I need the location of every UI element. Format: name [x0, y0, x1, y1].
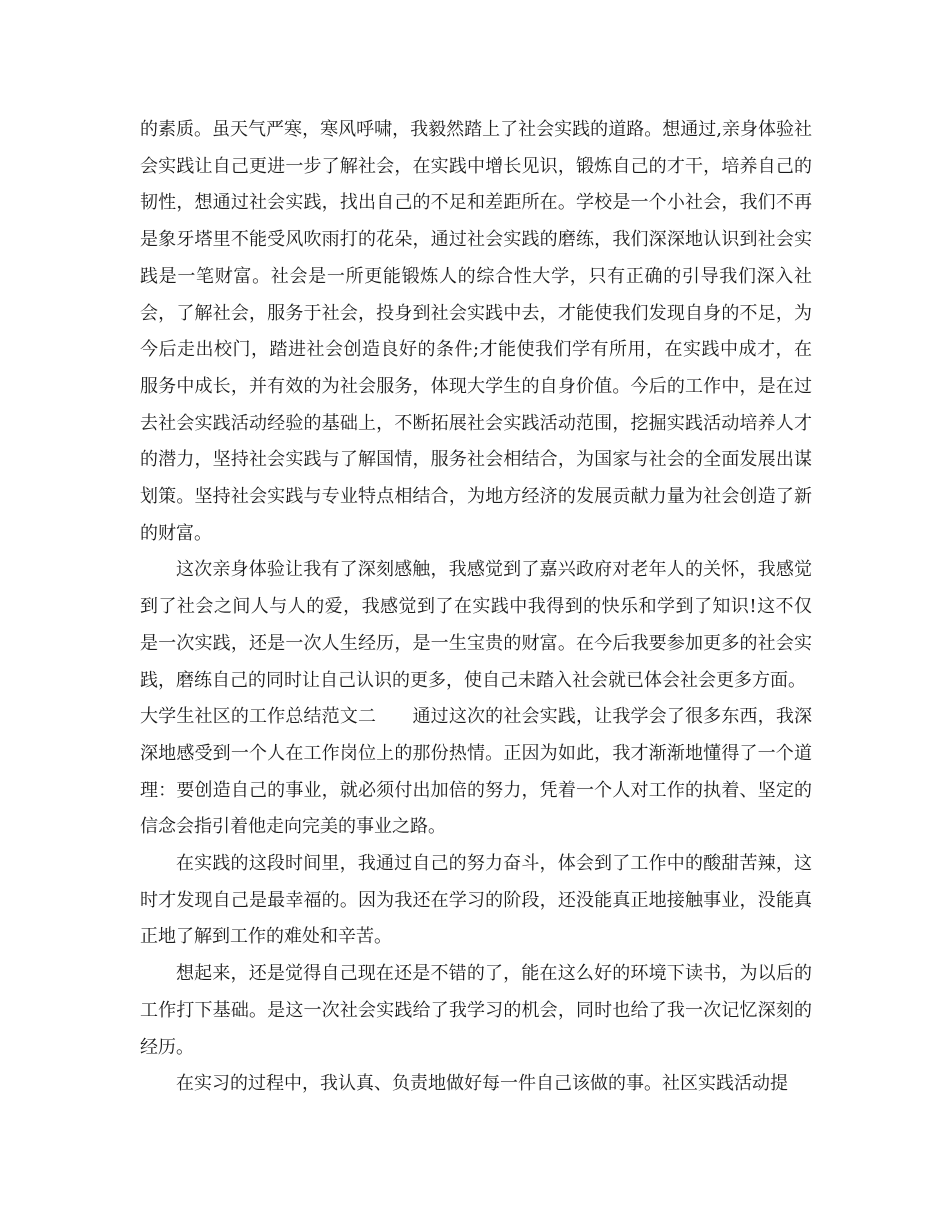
paragraph-1	[140, 112, 812, 552]
paragraph-text: 在实践的这段时间里，我通过自己的努力奋斗，体会到了工作中的酸甜苦辣，这时才发现自己是最幸福的。因为我还在学习的阶段，还没能真正地接触事业，没能真正地了解到工作的难处和辛苦。	[140, 853, 812, 948]
paragraph-text: 想起来，还是觉得自己现在还是不错的了，能在这么好的环境下读书，为以后的工作打下基础。是这一次社会实践给了我学习的机会，同时也给了我一次记忆深刻的经历。	[140, 963, 812, 1058]
paragraph-2	[140, 552, 812, 699]
paragraph-text: 通过这次的社会实践，让我学会了很多东西，我深深地感受到一个人在工作岗位上的那份热情。正因为如此，我才渐渐地懂得了一个道理：要创造自己的事业，就必须付出加倍的努力，凭着一个人对工作的执着、坚定的信念会指引着他走向完美的事业之路。	[140, 706, 813, 838]
section-heading: 大学生社区的工作总结范文二	[140, 706, 377, 728]
paragraph-text: 在实习的过程中，我认真、负责地做好每一件自己该做的事。社区实践活动提	[176, 1073, 788, 1095]
heading-gap	[376, 706, 412, 727]
document-body	[140, 112, 812, 1103]
paragraph-5	[140, 956, 812, 1066]
paragraph-4	[140, 846, 812, 956]
paragraph-text: 这次亲身体验让我有了深刻感触，我感觉到了嘉兴政府对老年人的关怀，我感觉到了社会之间人与人的爱，我感觉到了在实践中我得到的快乐和学到了知识!这不仅是一次实践，还是一次人生经历，是一生宝贵的财富。在今后我要参加更多的社会实践，磨练自己的同时让自己认识的更多，使自己未踏入社会就已体会社会更多方面。	[140, 559, 812, 691]
paragraph-6	[140, 1066, 812, 1103]
paragraph-text: 的素质。虽天气严寒，寒风呼啸，我毅然踏上了社会实践的道路。想通过,亲身体验社会实践让自己更进一步了解社会，在实践中增长见识，锻炼自己的才干，培养自己的韧性，想通过社会实践，找出自己的不足和差距所在。学校是一个小社会，我们不再是象牙塔里不能受风吹雨打的花朵，通过社会实践的磨练，我们深深地认识到社会实践是一笔财富。社会是一所更能锻炼人的综合性大学，只有正确的引导我们深入社会，了解社会，服务于社会，投身到社会实践中去，才能使我们发现自身的不足，为今后走出校门，踏进社会创造良好的条件;才能使我们学有所用，在实践中成才，在服务中成长，并有效的为社会服务，体现大学生的自身价值。今后的工作中，是在过去社会实践活动经验的基础上，不断拓展社会实践活动范围，挖掘实践活动培养人才的潜力，坚持社会实践与了解国情，服务社会相结合，为国家与社会的全面发展出谋划策。坚持社会实践与专业特点相结合，为地方经济的发展贡献力量为社会创造了新的财富。	[140, 119, 812, 544]
paragraph-3	[140, 699, 812, 846]
